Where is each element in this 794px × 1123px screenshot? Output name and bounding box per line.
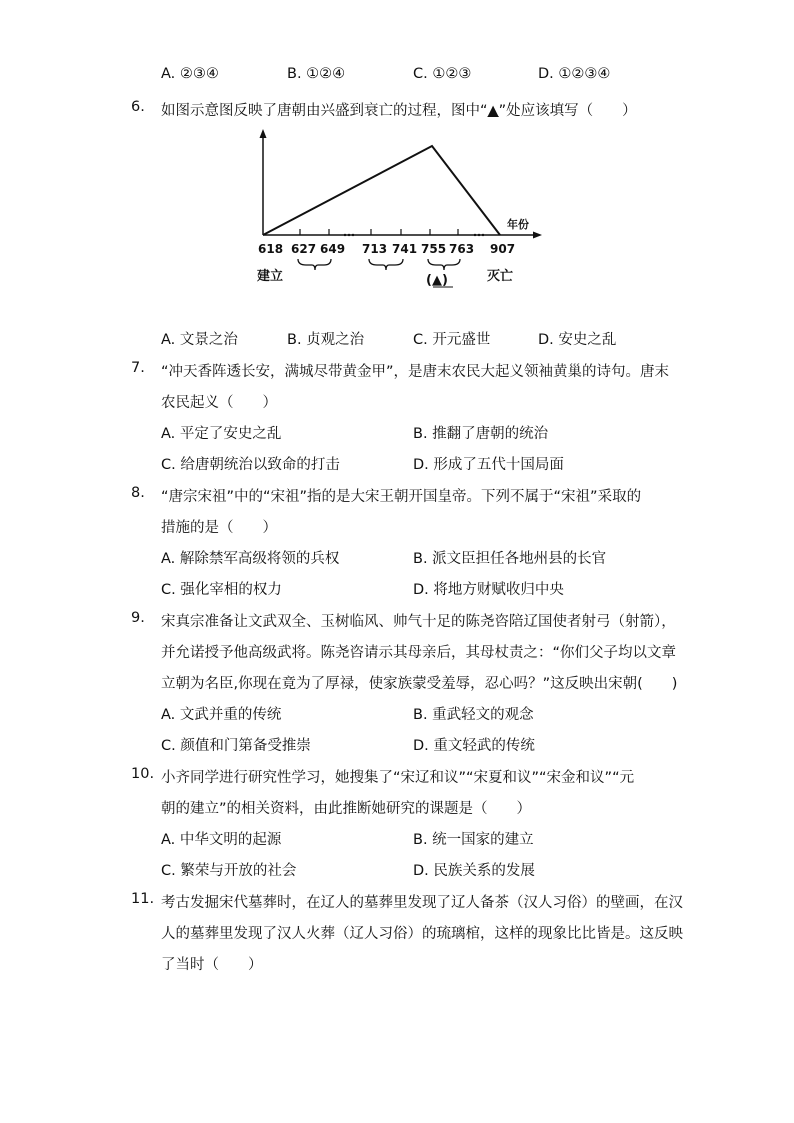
- question-number: 6.: [131, 99, 145, 115]
- q6-option-d: D. 安史之乱: [538, 332, 617, 348]
- q6-option-c: C. 开元盛世: [413, 332, 491, 348]
- tick-marks: [300, 229, 458, 235]
- q9-option-a: A. 文武并重的传统: [161, 707, 282, 723]
- q8-option-d: D. 将地方财赋收归中央: [413, 582, 564, 598]
- label-start: 建立: [257, 269, 284, 284]
- question-stem-line: “冲天香阵透长安，满城尽带黄金甲”，是唐末农民大起义领袖黄巢的诗句。唐末: [161, 364, 670, 380]
- q9-option-b: B. 重武轻文的观念: [413, 707, 534, 723]
- question-stem-line: 宋真宗准备让文武双全、玉树临风、帅气十足的陈尧咨陪辽国使者射弓（射箭），: [161, 614, 676, 630]
- tick-label: 741: [392, 242, 418, 256]
- question-stem-line: 人的墓葬里发现了汉人火葬（辽人习俗）的琉璃棺，这样的现象比比皆是。这反映: [161, 926, 683, 942]
- q5-option-b: B. ①②④: [287, 66, 346, 82]
- question-stem-line: “唐宗宋祖”中的“宋祖”指的是大宋王朝开国皇帝。下列不属于“宋祖”采取的: [161, 489, 642, 505]
- question-stem-line: 农民起义（ ）: [161, 395, 277, 411]
- x-axis-label: 年份: [507, 218, 529, 231]
- trend-line: [263, 146, 500, 235]
- y-axis-arrow: [260, 129, 267, 138]
- q8-option-a: A. 解除禁军高级将领的兵权: [161, 551, 340, 567]
- q9-option-d: D. 重文轻武的传统: [413, 738, 535, 754]
- tick-label: 763: [449, 242, 475, 256]
- question-number: 8.: [131, 485, 145, 501]
- q10-option-b: B. 统一国家的建立: [413, 832, 534, 848]
- unknown-period-marker: (▲): [426, 273, 448, 288]
- question-stem-line: 小齐同学进行研究性学习，她搜集了“宋辽和议”“宋夏和议”“宋金和议”“元: [161, 770, 635, 786]
- question-stem-line: 立朝为名臣,你现在竟为了厚禄，使家族蒙受羞辱，忍心吗？”这反映出宋朝( ): [161, 676, 678, 692]
- question-stem-line: 考古发掘宋代墓葬时，在辽人的墓葬里发现了辽人备茶（汉人习俗）的壁画，在汉: [161, 895, 683, 911]
- tick-label: 755: [421, 242, 447, 256]
- q5-option-c: C. ①②③: [413, 66, 472, 82]
- question-number: 9.: [131, 610, 145, 626]
- q10-option-c: C. 繁荣与开放的社会: [161, 863, 297, 879]
- question-stem-line: 朝的建立”的相关资料，由此推断她研究的课题是（ ）: [161, 801, 532, 817]
- question-number: 7.: [131, 360, 145, 376]
- period-braces: [298, 259, 460, 270]
- tick-label: 618: [258, 242, 284, 256]
- q7-option-c: C. 给唐朝统治以致命的打击: [161, 457, 340, 473]
- tick-label: 649: [320, 242, 346, 256]
- label-end: 灭亡: [487, 269, 514, 284]
- q5-option-d: D. ①②③④: [538, 66, 611, 82]
- q7-option-d: D. 形成了五代十国局面: [413, 457, 564, 473]
- question-stem-line: 并允诺授予他高级武将。陈尧咨请示其母亲后，其母杖责之：“你们父子均以文章: [161, 645, 677, 661]
- question-number: 11.: [131, 891, 155, 907]
- stem-text: 如图示意图反映了唐朝由兴盛到衰亡的过程，图中“: [161, 103, 488, 119]
- q10-option-a: A. 中华文明的起源: [161, 832, 282, 848]
- q9-option-c: C. 颜值和门第备受推崇: [161, 738, 311, 754]
- q7-option-a: A. 平定了安史之乱: [161, 426, 282, 442]
- q5-option-a: A. ②③④: [161, 66, 219, 82]
- question-number: 10.: [131, 766, 155, 782]
- stem-text: ”处应该填写（ ）: [498, 103, 637, 119]
- blank-marker: ▲: [487, 103, 499, 119]
- q6-option-b: B. 贞观之治: [287, 332, 365, 348]
- tang-dynasty-timeline-figure: [250, 125, 550, 295]
- tick-label: 713: [362, 242, 388, 256]
- q8-option-c: C. 强化宰相的权力: [161, 582, 282, 598]
- q6-option-a: A. 文景之治: [161, 332, 238, 348]
- tick-label: 907: [490, 242, 516, 256]
- q7-option-b: B. 推翻了唐朝的统治: [413, 426, 549, 442]
- q8-option-b: B. 派文臣担任各地州县的长官: [413, 551, 607, 567]
- q10-option-d: D. 民族关系的发展: [413, 863, 535, 879]
- question-stem-line: 了当时（ ）: [161, 957, 263, 973]
- x-axis-arrow: [533, 232, 542, 239]
- question-stem-line: 措施的是（ ）: [161, 520, 277, 536]
- question-stem: [161, 99, 637, 120]
- tick-label: 627: [291, 242, 317, 256]
